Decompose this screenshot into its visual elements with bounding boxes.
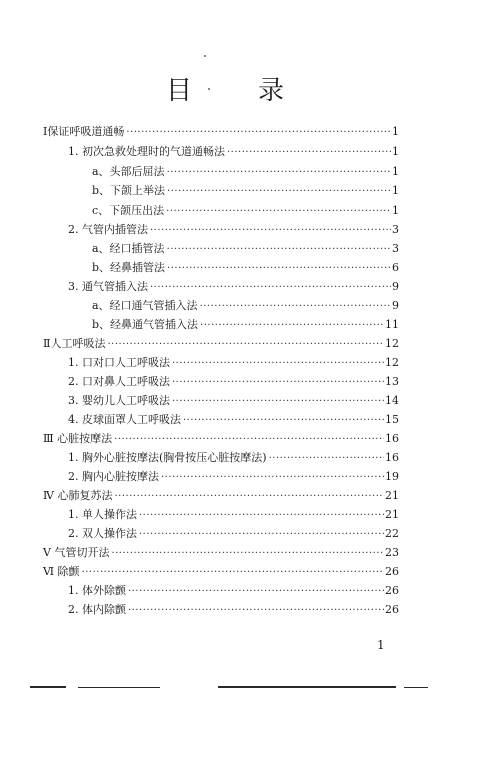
toc-leader	[150, 222, 391, 238]
print-speck	[208, 88, 210, 90]
toc-label: b、经鼻通气管插入法	[92, 318, 199, 331]
toc-leader	[167, 183, 391, 199]
toc-entry[interactable]	[68, 469, 399, 485]
toc-entry[interactable]	[68, 412, 399, 428]
toc-label: 1. 单人操作法	[68, 508, 137, 521]
toc-entry[interactable]	[68, 279, 399, 295]
toc-label: 2. 口对鼻人工呼吸法	[68, 375, 170, 388]
toc-page: 9	[392, 299, 399, 312]
toc-page: 22	[385, 527, 399, 540]
toc-page: 12	[385, 356, 399, 369]
toc-page: 1	[392, 145, 399, 158]
toc-entry[interactable]	[68, 583, 399, 599]
toc-label: 3. 婴幼儿人工呼吸法	[68, 394, 170, 407]
toc-entry[interactable]	[92, 317, 399, 333]
toc-leader	[107, 336, 384, 352]
toc-entry[interactable]	[92, 183, 399, 199]
toc-leader	[150, 279, 391, 295]
toc-label: 1. 胸外心脏按摩法(胸骨按压心脏按摩法)	[68, 451, 267, 464]
toc-leader	[167, 260, 391, 276]
toc-label: 2. 气管内插管法	[68, 223, 148, 236]
toc-label: Ⅱ人工呼吸法	[43, 337, 106, 350]
toc-entry[interactable]	[92, 260, 399, 276]
toc-label: c、下颌压出法	[92, 204, 165, 217]
toc-leader	[172, 355, 384, 371]
toc-page: 16	[385, 451, 399, 464]
toc-page: 11	[385, 318, 399, 331]
toc-leader	[200, 317, 384, 333]
toc-page: 23	[385, 546, 399, 559]
toc-leader	[269, 450, 384, 466]
scan-rule	[404, 687, 428, 688]
toc-entry[interactable]	[68, 393, 399, 409]
toc-page: 1	[392, 184, 399, 197]
toc-entry[interactable]	[43, 488, 399, 504]
toc-page: 3	[392, 242, 399, 255]
toc-label: a、经口插管法	[92, 242, 165, 255]
toc-label: 3. 通气管插入法	[68, 280, 148, 293]
toc-page: 6	[392, 261, 399, 274]
toc-leader	[167, 164, 391, 180]
toc-label: 1. 口对口人工呼吸法	[68, 356, 170, 369]
toc-leader	[115, 488, 385, 504]
page-number: 1	[377, 638, 385, 652]
toc-label: 2. 双人操作法	[68, 527, 137, 540]
toc-label: Ⅵ 除颤	[43, 565, 80, 578]
toc-entry[interactable]	[92, 164, 399, 180]
toc-entry[interactable]	[68, 222, 399, 238]
toc-entry[interactable]	[68, 144, 399, 160]
scan-rule	[30, 686, 66, 688]
toc-label: b、下颌上举法	[92, 184, 166, 197]
toc-leader	[167, 241, 391, 257]
toc-entry[interactable]	[43, 124, 399, 140]
toc-page: 1	[392, 125, 399, 138]
toc-entry[interactable]	[92, 241, 399, 257]
toc-leader	[128, 583, 384, 599]
toc-leader	[128, 602, 384, 618]
toc-label: b、经鼻插管法	[92, 261, 166, 274]
toc-page: 3	[392, 223, 399, 236]
toc-entry[interactable]	[68, 450, 399, 466]
toc-entry[interactable]	[92, 298, 399, 314]
toc-label: a、经口通气管插入法	[92, 299, 198, 312]
toc-leader	[126, 124, 391, 140]
toc-label: Ⅰ保证呼吸道通畅	[43, 125, 125, 138]
toc-label: 1. 体外除颤	[68, 584, 126, 597]
toc-page: 12	[385, 337, 399, 350]
toc-page: 21	[385, 508, 399, 521]
scan-rule	[218, 686, 396, 688]
print-speck	[204, 55, 206, 57]
toc-label: 2. 胸内心脏按摩法	[68, 470, 159, 483]
toc-page: 1	[392, 204, 399, 217]
toc-entry[interactable]	[68, 507, 399, 523]
toc-leader	[139, 507, 384, 523]
toc-label: 4. 皮球面罩人工呼吸法	[68, 413, 181, 426]
toc-label: a、头部后屈法	[92, 165, 165, 178]
toc-leader	[166, 203, 391, 219]
toc-leader	[172, 374, 384, 390]
toc-label: 1. 初次急救处理时的气道通畅法	[68, 145, 225, 158]
toc-leader	[139, 526, 384, 542]
toc-page: 26	[385, 603, 399, 616]
toc-entry[interactable]	[68, 526, 399, 542]
toc-page: 19	[385, 470, 399, 483]
toc-leader	[172, 393, 384, 409]
toc-entry[interactable]	[43, 564, 399, 580]
toc-leader	[227, 144, 391, 160]
toc-page: 16	[385, 432, 399, 445]
toc-page: 26	[385, 584, 399, 597]
toc-label: Ⅳ 心肺复苏法	[43, 489, 113, 502]
toc-label: Ⅴ 气管切开法	[43, 546, 110, 559]
toc-entry[interactable]	[92, 203, 399, 219]
toc-label: 2. 体内除颤	[68, 603, 126, 616]
toc-leader	[200, 298, 391, 314]
toc-leader	[111, 545, 384, 561]
toc-leader	[161, 469, 384, 485]
toc-page: 13	[385, 375, 399, 388]
toc-page: 14	[385, 394, 399, 407]
toc-page: 15	[385, 413, 399, 426]
toc-entry[interactable]	[43, 431, 399, 447]
title-char-1: 目	[166, 76, 193, 106]
toc-entry[interactable]	[43, 336, 399, 352]
toc-page: 26	[385, 565, 399, 578]
title-char-2: 录	[258, 76, 285, 106]
toc-entry[interactable]	[68, 602, 399, 618]
toc-page: 1	[392, 165, 399, 178]
scan-rule	[78, 687, 160, 688]
toc-label: Ⅲ 心脏按摩法	[43, 432, 113, 445]
toc-leader	[183, 412, 384, 428]
toc-leader	[114, 431, 384, 447]
toc-entry[interactable]	[68, 355, 399, 371]
toc-entry[interactable]	[68, 374, 399, 390]
toc-page: 9	[392, 280, 399, 293]
toc-page: 21	[385, 489, 399, 502]
toc-entry[interactable]	[43, 545, 399, 561]
toc-leader	[82, 564, 384, 580]
